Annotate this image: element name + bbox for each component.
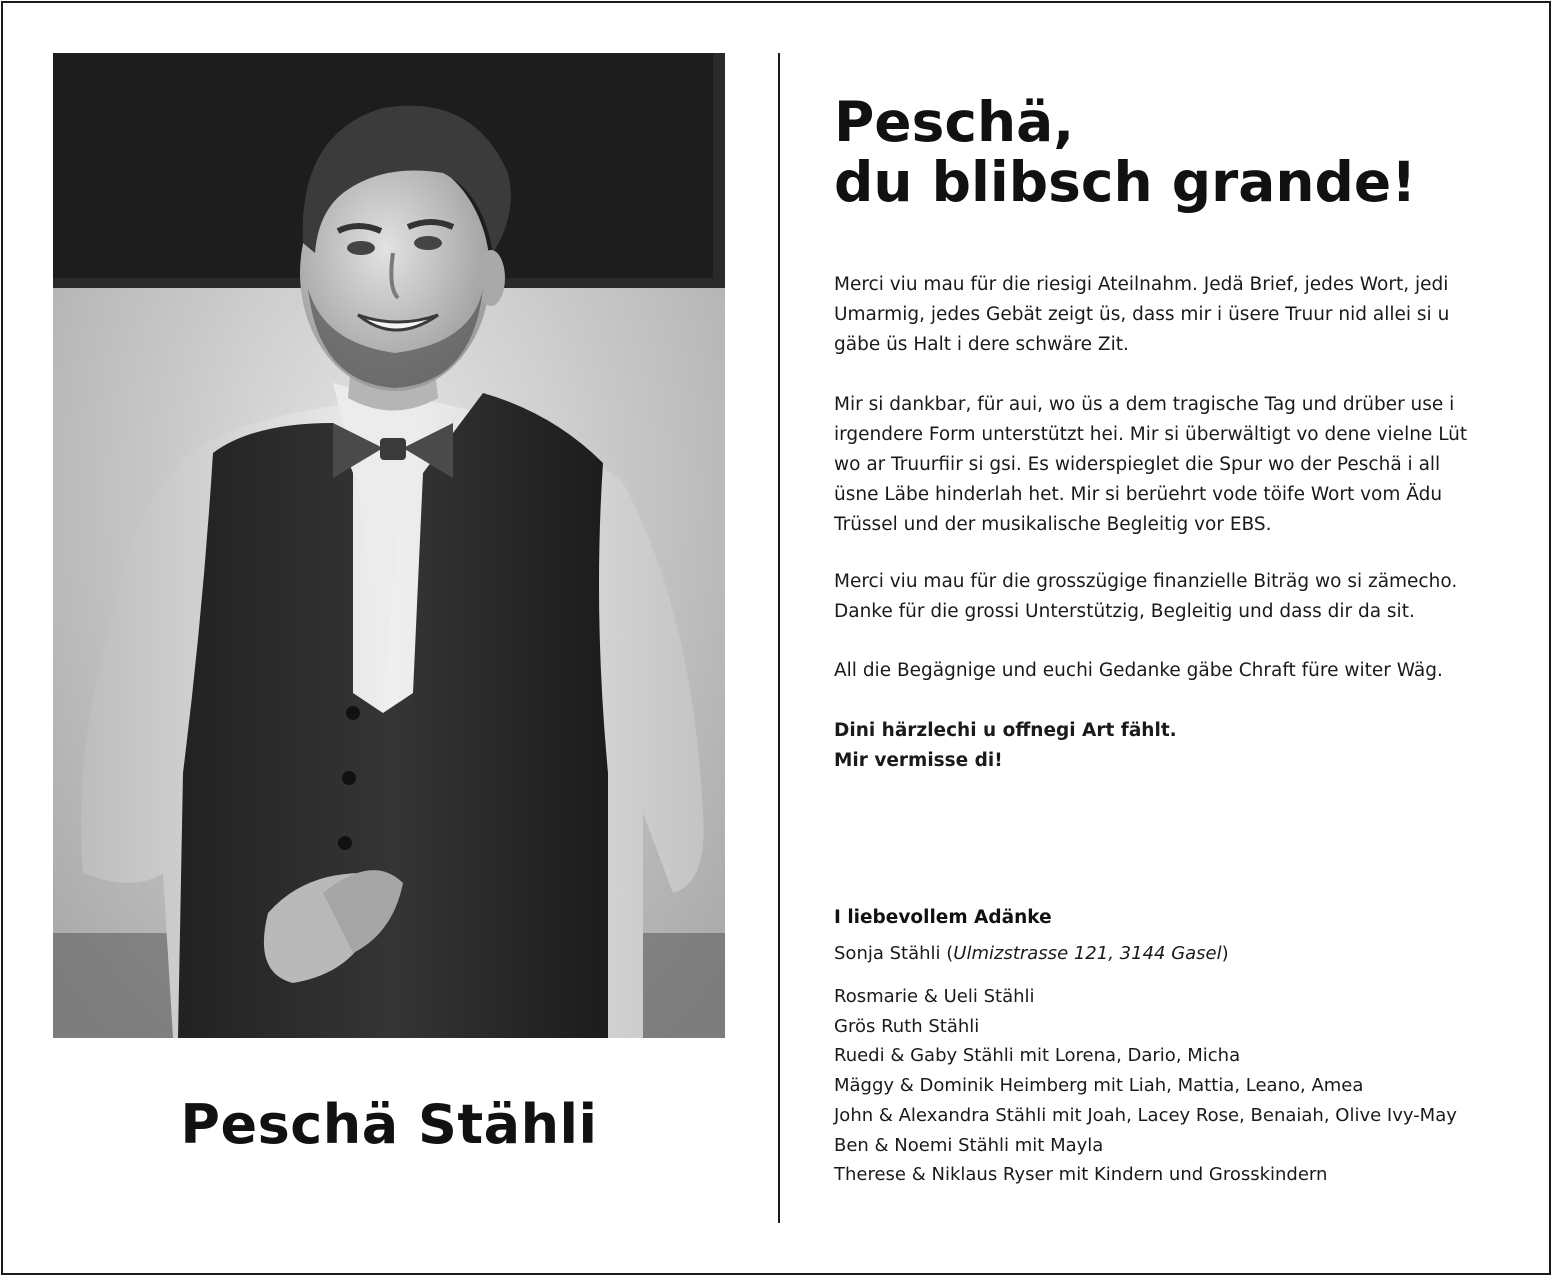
list-item: Ben & Noemi Stähli mit Mayla xyxy=(834,1134,1104,1156)
memory-first-mourner: Sonja Stähli (Ulmizstrasse 121, 3144 Gasel) xyxy=(834,943,1229,964)
text-line: All die Begägnige und euchi Gedanke gäbe Chraft füre witer Wäg. xyxy=(834,660,1443,681)
paragraph-encounters xyxy=(834,656,1514,686)
text-line: üsne Läbe hinderlah het. Mir si berüehrt vode töife Wort vom Ädu xyxy=(834,484,1443,505)
text-line: wo ar Truurfiir si gsi. Es widerspieglet die Spur wo der Peschä i all xyxy=(834,454,1441,475)
mourner-name: Sonja Stähli xyxy=(834,943,941,964)
list-item: Ruedi & Gaby Stähli mit Lorena, Dario, Micha xyxy=(834,1045,1241,1067)
list-item: Therese & Niklaus Ryser mit Kindern und Grosskindern xyxy=(834,1164,1328,1186)
vertical-divider xyxy=(778,53,780,1223)
mourner-address: Ulmizstrasse 121, 3144 Gasel xyxy=(953,943,1222,964)
memory-title: I liebevollem Adänke xyxy=(834,907,1052,928)
text-line: Dini härzlechi u offnegi Art fählt. xyxy=(834,720,1177,741)
list-item: John & Alexandra Stähli mit Joah, Lacey Rose, Benaiah, Olive Ivy-May xyxy=(834,1104,1457,1126)
mourner-list xyxy=(834,982,1457,1190)
paragraph-farewell xyxy=(834,716,1514,776)
list-item: Mäggy & Dominik Heimberg mit Liah, Mattia, Leano, Amea xyxy=(834,1075,1364,1097)
paragraph-thanks xyxy=(834,270,1514,360)
list-item: Grös Ruth Stähli xyxy=(834,1015,980,1037)
text-line: Mir si dankbar, für aui, wo üs a dem tragische Tag und drüber use i xyxy=(834,394,1455,415)
list-item: Rosmarie & Ueli Stähli xyxy=(834,986,1035,1007)
portrait-photo xyxy=(53,53,725,1038)
text-line: irgendere Form unterstützt hei. Mir si überwältigt vo dene vielne Lüt xyxy=(834,424,1468,445)
text-line: Trüssel und der musikalische Begleitig vor EBS. xyxy=(834,514,1272,535)
text-line: Mir vermisse di! xyxy=(834,750,1003,771)
text-line: gäbe üs Halt i dere schwäre Zit. xyxy=(834,334,1129,355)
paragraph-contributions xyxy=(834,567,1514,627)
headline xyxy=(834,92,1514,212)
text-line: Merci viu mau für die grosszügige finanzielle Biträg wo si zämecho. xyxy=(834,571,1458,592)
deceased-name: Peschä Stähli xyxy=(180,1093,598,1156)
paragraph-gratitude xyxy=(834,390,1514,540)
headline-line-1: Peschä, xyxy=(834,90,1075,154)
headline-line-2: du blibsch grande! xyxy=(834,150,1417,214)
text-line: Umarmig, jedes Gebät zeigt üs, dass mir i üsere Truur nid allei si u xyxy=(834,304,1450,325)
text-line: Danke für die grossi Unterstützig, Begleitig und dass dir da sit. xyxy=(834,601,1415,622)
text-line: Merci viu mau für die riesigi Ateilnahm. Jedä Brief, jedes Wort, jedi xyxy=(834,274,1449,295)
